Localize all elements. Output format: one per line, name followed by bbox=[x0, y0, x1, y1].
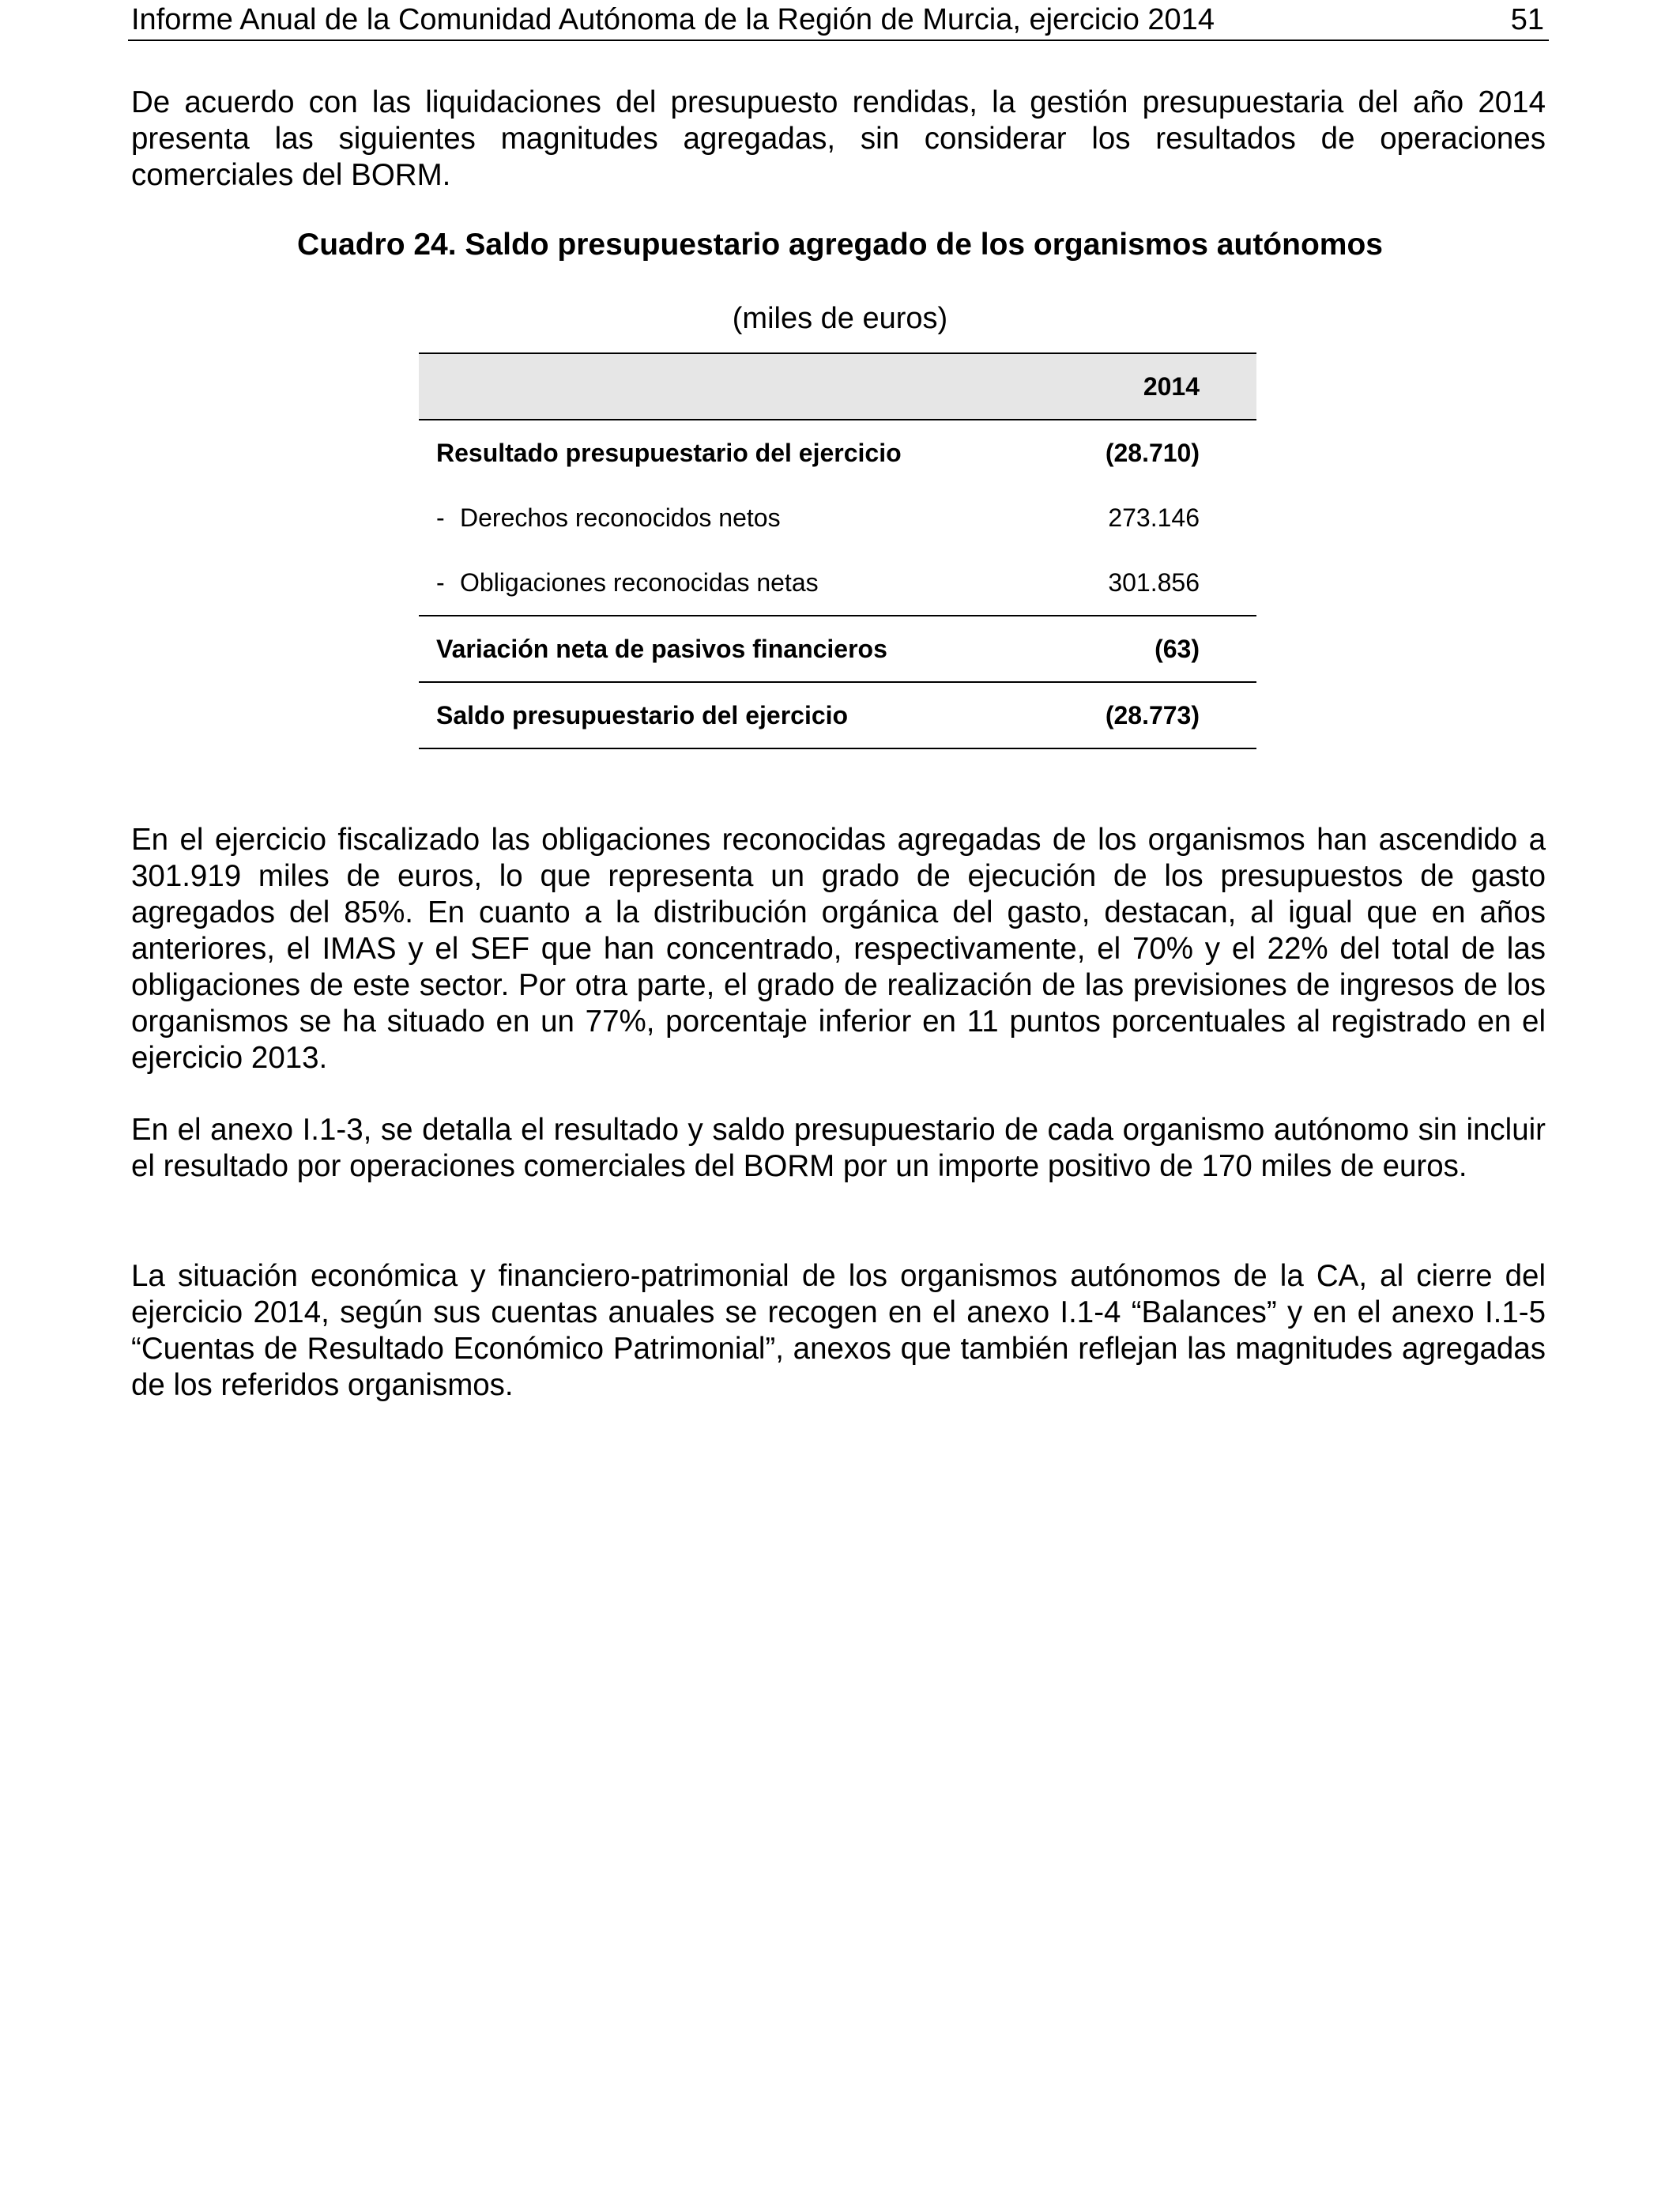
page-number: 51 bbox=[1510, 3, 1544, 36]
table-row bbox=[419, 485, 1256, 550]
row-label: Variación neta de pasivos financieros bbox=[436, 635, 887, 663]
row-dash: - bbox=[436, 568, 445, 597]
table-row bbox=[419, 550, 1256, 616]
row-value: (28.773) bbox=[1105, 701, 1200, 729]
table-row bbox=[419, 616, 1256, 683]
row-value: 301.856 bbox=[1108, 568, 1200, 597]
row-value: (63) bbox=[1155, 635, 1200, 663]
page-header bbox=[128, 0, 1549, 41]
row-label: Obligaciones reconocidas netas bbox=[460, 568, 819, 597]
table-units: (miles de euros) bbox=[732, 302, 948, 335]
body-paragraph-annex: En el anexo I.1-3, se detalla el resultado y saldo presupuestario de cada organismo autónomo sin incluir el resultado por operaciones comerciales del BORM por un importe positivo de 170 miles de euros. bbox=[131, 1113, 1546, 1183]
table-caption: Cuadro 24. Saldo presupuestario agregado de los organismos autónomos bbox=[297, 228, 1383, 262]
row-value: (28.710) bbox=[1105, 439, 1200, 467]
row-label: Derechos reconocidos netos bbox=[460, 503, 781, 532]
row-value: 273.146 bbox=[1108, 503, 1200, 532]
budget-balance-table bbox=[419, 352, 1256, 749]
row-dash: - bbox=[436, 503, 445, 532]
header-title: Informe Anual de la Comunidad Autónoma de la Región de Murcia, ejercicio 2014 bbox=[131, 3, 1215, 36]
table-row bbox=[419, 683, 1256, 749]
table-header-row bbox=[419, 352, 1256, 420]
column-header-year: 2014 bbox=[1143, 372, 1200, 401]
table-row bbox=[419, 420, 1256, 485]
row-label: Saldo presupuestario del ejercicio bbox=[436, 701, 849, 729]
intro-paragraph: De acuerdo con las liquidaciones del presupuesto rendidas, la gestión presupuestaria del año 2014 presenta las siguientes magnitudes agregadas, sin considerar los resultados de operaciones comerciales del BORM. bbox=[131, 85, 1546, 192]
body-paragraph-balances: La situación económica y financiero-patrimonial de los organismos autónomos de la CA, al cierre del ejercicio 2014, según sus cuentas anuales se recogen en el anexo I.1-4 “Balances” y en el anexo I.1-5 “Cuentas de Resultado Económico Patrimonial”, anexos que también reflejan las magnitudes agregadas de los referidos organismos. bbox=[131, 1259, 1546, 1402]
body-paragraph-execution: En el ejercicio fiscalizado las obligaciones reconocidas agregadas de los organismos han ascendido a 301.919 miles de euros, lo que representa un grado de ejecución de los presupuestos de gasto agregados del 85%. En cuanto a la distribución orgánica del gasto, destacan, al igual que en años anteriores, el IMAS y el SEF que han concentrado, respectivamente, el 70% y el 22% del total de las obligaciones de este sector. Por otra parte, el grado de realización de las previsiones de ingresos de los organismos se ha situado en un 77%, porcentaje inferior en 11 puntos porcentuales al registrado en el ejercicio 2013. bbox=[131, 823, 1546, 1075]
row-label: Resultado presupuestario del ejercicio bbox=[436, 439, 902, 467]
